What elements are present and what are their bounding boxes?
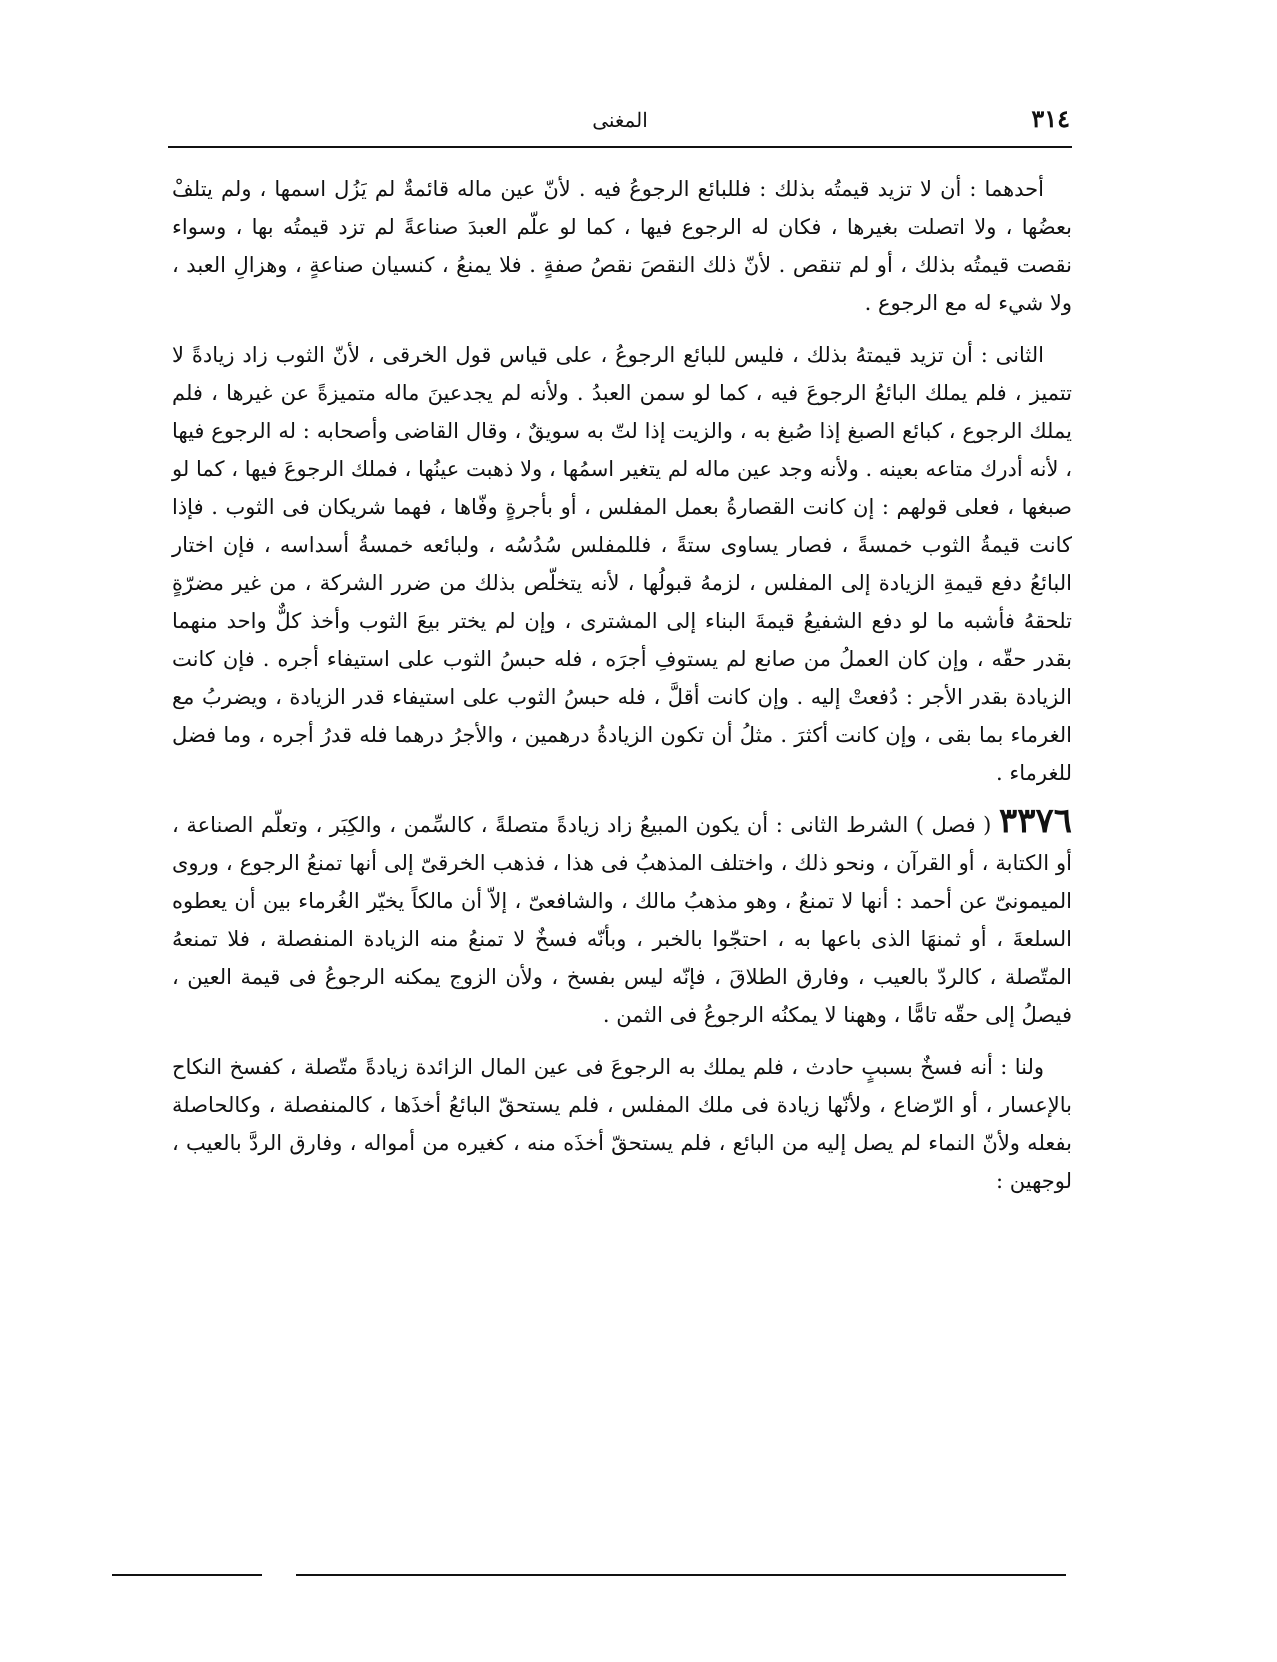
page-number: ٣١٤ [1031, 104, 1070, 133]
book-title: المغنى [592, 108, 648, 132]
paragraph-first: أحدهما : أن لا تزيد قيمتُه بذلك : فللبائع الرجوعُ فيه . لأنّ عين ماله قائمةٌ لم يَزُل اسمها ، ولم يتلفْ بعضُها ، ولا اتصلت بغيرها ، فكان له الرجوع فيها ، كما لو علّم العبدَ صناعةً لم تزد قيمتُه بها ، وسواء نقصت قيمتُه بذلك ، أو لم تنقص . لأنّ ذلك النقصَ نقصُ صفةٍ . فلا يمنعُ ، كنسيان صناعةٍ ، وهزالِ العبد ، ولا شيء له مع الرجوع . [172, 177, 1072, 315]
header-rule [168, 146, 1072, 148]
footnote-rule-long [296, 1574, 1066, 1576]
footnote-rule-short [112, 1574, 262, 1576]
paragraph-final: ولنا : أنه فسخٌ بسببٍ حادث ، فلم يملك به الرجوعَ فى عين المال الزائدة زيادةً متّصلة ، كفسخ النكاح بالإعسار ، أو الرّضاع ، ولأنّها زيادة فى ملك المفلس ، فلم يستحقّ البائعُ أخذَها ، كالمنفصلة ، وكالحاصلة بفعله ولأنّ النماء لم يصل إليه من البائع ، فلم يستحقّ أخذَه منه ، كغيره من أمواله ، وفارق الردَّ بالعيب ، لوجهين : [172, 1055, 1072, 1193]
section-text: ( فصل ) الشرط الثانى : أن يكون المبيعُ زاد زيادةً متصلةً ، كالسِّمن ، والكِبَر ، وتعلّم الصناعة ، أو الكتابة ، أو القرآن ، ونحو ذلك ، واختلف المذهبُ فى هذا ، فذهب الخرقىّ إلى أنها تمنعُ الرجوع ، وروى الميمونىّ عن أحمد : أنها لا تمنعُ ، وهو مذهبُ مالك ، والشافعىّ ، إلاّ أن مالكاً يخيّر الغُرماء بين أن يعطوه السلعةَ ، أو ثمنهَا الذى باعها به ، احتجّوا بالخبر ، وبأنّه فسخٌ لا تمنعُ منه الزيادة المنفصلة ، فلا تمنعهُ المتّصلة ، كالردّ بالعيب ، وفارق الطلاقَ ، فإنّه ليس بفسخ ، ولأن الزوج يمكنه الرجوعُ فى قيمة العين ، فيصلُ إلى حقّه تامًّا ، وههنا لا يمكنُه الرجوعُ فى الثمن . [172, 813, 1072, 1027]
section-paragraph [172, 801, 1072, 1034]
paragraph-second: الثانى : أن تزيد قيمتهُ بذلك ، فليس للبائع الرجوعُ ، على قياس قول الخرقى ، لأنّ الثوب زاد زيادةً لا تتميز ، فلم يملك البائعُ الرجوعَ فيه ، كما لو سمن العبدُ . ولأنه لم يجدعينَ ماله متميزةً عن غيرها ، فلم يملك الرجوع ، كبائع الصبغ إذا صُبغ به ، والزيت إذا لتّ به سويقٌ ، وقال القاضى وأصحابه : له الرجوع فيها ، لأنه أدرك متاعه بعينه . ولأنه وجد عين ماله لم يتغير اسمُها ، ولا ذهبت عينُها ، فملك الرجوعَ فيها ، كما لو صبغها ، فعلى قولهم : إن كانت القصارةُ بعمل المفلس ، أو بأجرةٍ وفّاها ، فهما شريكان فى الثوب . فإذا كانت قيمةُ الثوب خمسةً ، فصار يساوى ستةً ، فللمفلس سُدُسُه ، ولبائعه خمسةُ أسداسه ، فإن اختار البائعُ دفع قيمةِ الزيادة إلى المفلس ، لزمهُ قبولُها ، لأنه يتخلّص بذلك من ضرر الشركة ، من غير مضرّةٍ تلحقهُ فأشبه ما لو دفع الشفيعُ قيمةَ البناء إلى المشترى ، وإن لم يختر بيعَ الثوب وأخذ كلٌّ واحد منهما بقدر حقّه ، وإن كان العملُ من صانع لم يستوفِ أجرَه ، فله حبسُ الثوب على استيفاء أجره . فإن كانت الزيادة بقدر الأجر : دُفعتْ إليه . وإن كانت أقلَّ ، فله حبسُ الثوب على استيفاء قدر الزيادة ، ويضربُ مع الغرماء بما بقى ، وإن كانت أكثرَ . مثلُ أن تكون الزيادةُ درهمين ، والأجرُ درهما فله قدرُ أجره ، وما فضل للغرماء . [172, 343, 1072, 785]
main-text [172, 170, 1072, 1214]
running-head [170, 104, 1070, 144]
section-number: ٣٣٧٦ [998, 801, 1072, 841]
